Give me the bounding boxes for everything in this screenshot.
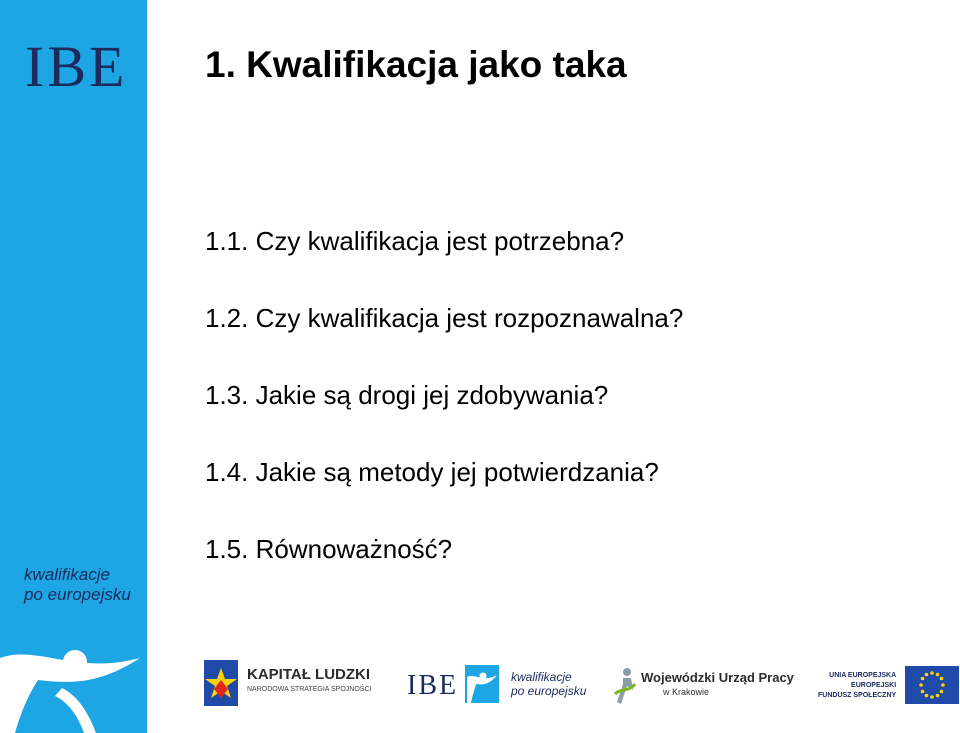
wup-figure-icon	[613, 666, 639, 706]
kapital-ludzki-subtitle: NARODOWA STRATEGIA SPÓJNOŚCI	[247, 686, 372, 693]
ue-logo-text	[818, 671, 896, 701]
slide-title: 1. Kwalifikacja jako taka	[205, 44, 627, 85]
kpe-line-1: kwalifikacje	[511, 670, 572, 684]
kpe-line-2: po europejsku	[511, 684, 587, 698]
running-figure-icon	[0, 630, 147, 733]
wup-subtitle: w Krakowie	[663, 687, 710, 697]
wup-logo	[641, 670, 794, 697]
footer-kpe-logo	[511, 670, 586, 698]
ibe-logo: IBE	[25, 34, 128, 99]
kapital-ludzki-title: KAPITAŁ LUDZKI	[247, 666, 371, 683]
sidebar	[0, 0, 147, 733]
footer-ibe-logo: IBE	[407, 670, 459, 701]
agenda-item: 1.5. Równoważność?	[205, 534, 453, 564]
tagline-line-2: po europejsku	[24, 585, 131, 604]
ue-line-2: EUROPEJSKI	[851, 682, 897, 689]
agenda-list	[205, 226, 683, 611]
sidebar-tagline	[24, 565, 131, 605]
wup-title: Wojewódzki Urząd Pracy	[641, 670, 794, 685]
eu-flag-icon	[905, 666, 959, 704]
kapital-ludzki-logo	[247, 666, 371, 693]
ue-line-1: UNIA EUROPEJSKA	[829, 672, 897, 679]
agenda-item: 1.3. Jakie są drogi jej zdobywania?	[205, 380, 609, 410]
agenda-item: 1.1. Czy kwalifikacja jest potrzebna?	[205, 226, 625, 256]
kapital-ludzki-star-icon	[201, 660, 243, 706]
footer-figure-icon	[465, 665, 499, 703]
agenda-item: 1.2. Czy kwalifikacja jest rozpoznawalna?	[205, 303, 684, 333]
agenda-item: 1.4. Jakie są metody jej potwierdzania?	[205, 457, 659, 487]
footer-logos	[195, 650, 960, 720]
ue-line-3: FUNDUSZ SPOŁECZNY	[818, 692, 897, 699]
tagline-line-1: kwalifikacje	[24, 565, 110, 584]
